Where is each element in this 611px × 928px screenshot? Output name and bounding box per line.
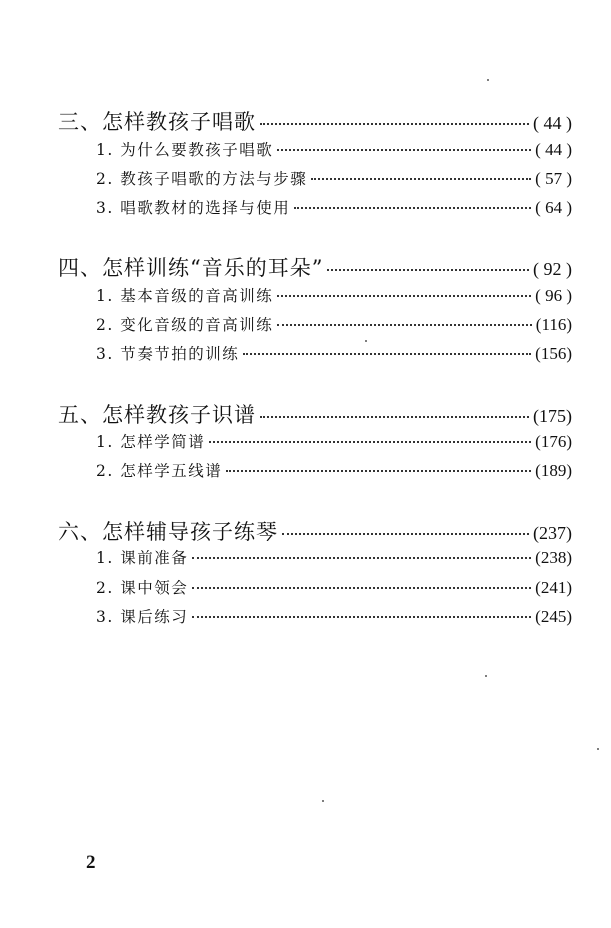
item-title: 1. 基本音级的音高训练 [96,287,274,305]
item-title: 2. 课中领会 [96,579,189,597]
chapter-title: 四、怎样训练“音乐的耳朵” [58,256,324,280]
toc-item [96,459,572,487]
item-page-number: (189) [535,461,572,480]
item-title: 3. 节奏节拍的训练 [96,345,240,363]
item-page-number: (176) [535,432,572,451]
item-page-number: (116) [535,315,572,334]
item-page-number: ( 96 ) [535,286,572,305]
item-page-number: (238) [535,548,572,567]
toc-item [96,430,572,458]
item-title: 1. 怎样学简谱 [96,433,206,451]
toc-item [96,313,572,341]
dot-leader [243,353,531,355]
dot-leader [192,587,531,589]
item-title: 1. 为什么要教孩子唱歌 [96,141,274,159]
dot-leader [260,123,529,125]
item-page-number: (156) [535,344,572,363]
dot-leader [277,295,531,297]
dot-leader [294,207,531,209]
item-title: 2. 教孩子唱歌的方法与步骤 [96,170,308,188]
dot-leader [327,269,529,271]
toc-item [96,196,572,224]
item-page-number: ( 64 ) [535,198,572,217]
scan-speck [485,675,487,677]
dot-leader [282,533,529,535]
item-title: 3. 唱歌教材的选择与使用 [96,199,291,217]
item-title: 2. 变化音级的音高训练 [96,316,274,334]
chapter-page-number: ( 92 ) [533,259,572,279]
chapter-entry [58,106,572,134]
item-title: 1. 课前准备 [96,549,189,567]
chapter-entry [58,516,572,544]
scan-speck [597,748,599,750]
scan-speck [487,79,489,81]
dot-leader [260,416,529,418]
item-title: 2. 怎样学五线谱 [96,462,223,480]
scan-speck [322,800,324,802]
item-page-number: (241) [535,578,572,597]
chapter-entry [58,252,572,280]
toc-item [96,342,572,370]
dot-leader [192,616,531,618]
dot-leader [277,149,531,151]
chapter-page-number: (237) [533,523,572,543]
dot-leader [311,178,531,180]
scan-speck [365,340,367,342]
dot-leader [192,557,531,559]
chapter-page-number: (175) [533,406,572,426]
toc-item [96,546,572,574]
chapter-title: 三、怎样教孩子唱歌 [58,110,256,134]
chapter-page-number: ( 44 ) [533,113,572,133]
page-number: 2 [86,852,96,873]
dot-leader [209,441,531,443]
item-page-number: ( 44 ) [535,140,572,159]
dot-leader [226,470,531,472]
chapter-title: 五、怎样教孩子识谱 [58,403,256,427]
dot-leader [277,324,532,326]
item-title: 3. 课后练习 [96,608,189,626]
item-page-number: ( 57 ) [535,169,572,188]
toc-item [96,605,572,633]
chapter-entry [58,399,572,427]
item-page-number: (245) [535,607,572,626]
toc-item [96,284,572,312]
toc-item [96,167,572,195]
chapter-title: 六、怎样辅导孩子练琴 [58,520,278,544]
toc-item [96,576,572,604]
toc-item [96,138,572,166]
